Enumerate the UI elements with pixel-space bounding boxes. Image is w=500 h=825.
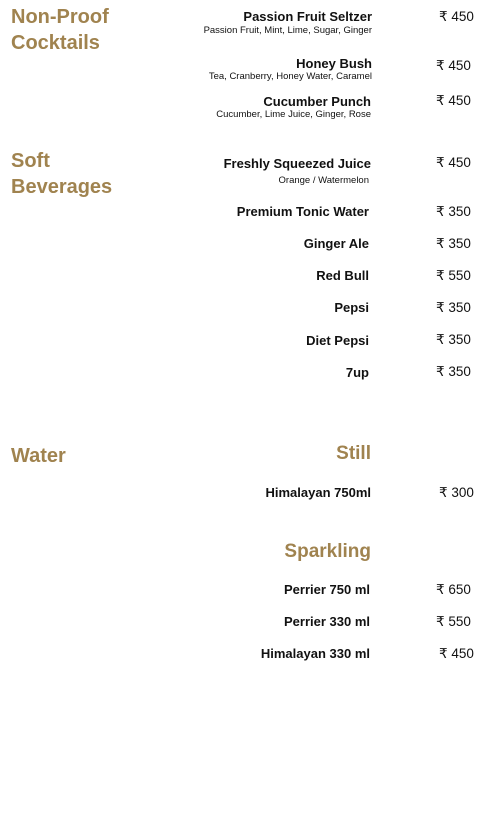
menu-item-price: ₹ 450 [439, 646, 474, 661]
menu-item-description: Orange / Watermelon [278, 175, 369, 186]
section-title-non-proof-cocktails: Non-Proof Cocktails [11, 6, 109, 54]
section-title-water: Water [11, 445, 66, 467]
menu-item-name: 7up [345, 365, 369, 380]
menu-item-price: ₹ 650 [436, 582, 471, 597]
menu-item-name: Pepsi [334, 300, 369, 315]
menu-item-name: Ginger Ale [303, 236, 369, 251]
menu-item-price: ₹ 350 [436, 300, 471, 315]
menu-item-name: Perrier 750 ml [283, 582, 370, 597]
subsection-title-sparkling: Sparkling [284, 541, 371, 562]
menu-item-name: Passion Fruit Seltzer [243, 9, 372, 24]
menu-item-price: ₹ 350 [436, 364, 471, 379]
menu-item-name: Honey Bush [296, 56, 372, 71]
menu-item-name: Premium Tonic Water [236, 204, 369, 219]
subsection-title-still: Still [336, 443, 371, 464]
menu-item-name: Perrier 330 ml [283, 614, 370, 629]
menu-item-price: ₹ 450 [436, 58, 471, 73]
menu-item-name: Red Bull [316, 268, 369, 283]
menu-item-price: ₹ 450 [436, 93, 471, 108]
menu-item-description: Tea, Cranberry, Honey Water, Caramel [208, 71, 372, 82]
menu-item-price: ₹ 350 [436, 332, 471, 347]
menu-item-price: ₹ 550 [436, 614, 471, 629]
menu-item-price: ₹ 550 [436, 268, 471, 283]
menu-item-price: ₹ 350 [436, 204, 471, 219]
menu-item-name: Diet Pepsi [306, 333, 369, 348]
menu-item-name: Cucumber Punch [263, 94, 371, 109]
section-title-soft-beverages: Soft Beverages [11, 150, 113, 198]
menu-item-price: ₹ 450 [436, 155, 471, 170]
menu-item-name: Freshly Squeezed Juice [223, 156, 371, 171]
menu-item-price: ₹ 300 [439, 485, 474, 500]
menu-item-description: Passion Fruit, Mint, Lime, Sugar, Ginger [203, 25, 372, 36]
menu-item-name: Himalayan 330 ml [260, 646, 370, 661]
menu-item-price: ₹ 350 [436, 236, 471, 251]
menu-item-name: Himalayan 750ml [265, 485, 371, 500]
menu-item-description: Cucumber, Lime Juice, Ginger, Rose [216, 109, 371, 120]
menu-item-price: ₹ 450 [439, 9, 474, 24]
